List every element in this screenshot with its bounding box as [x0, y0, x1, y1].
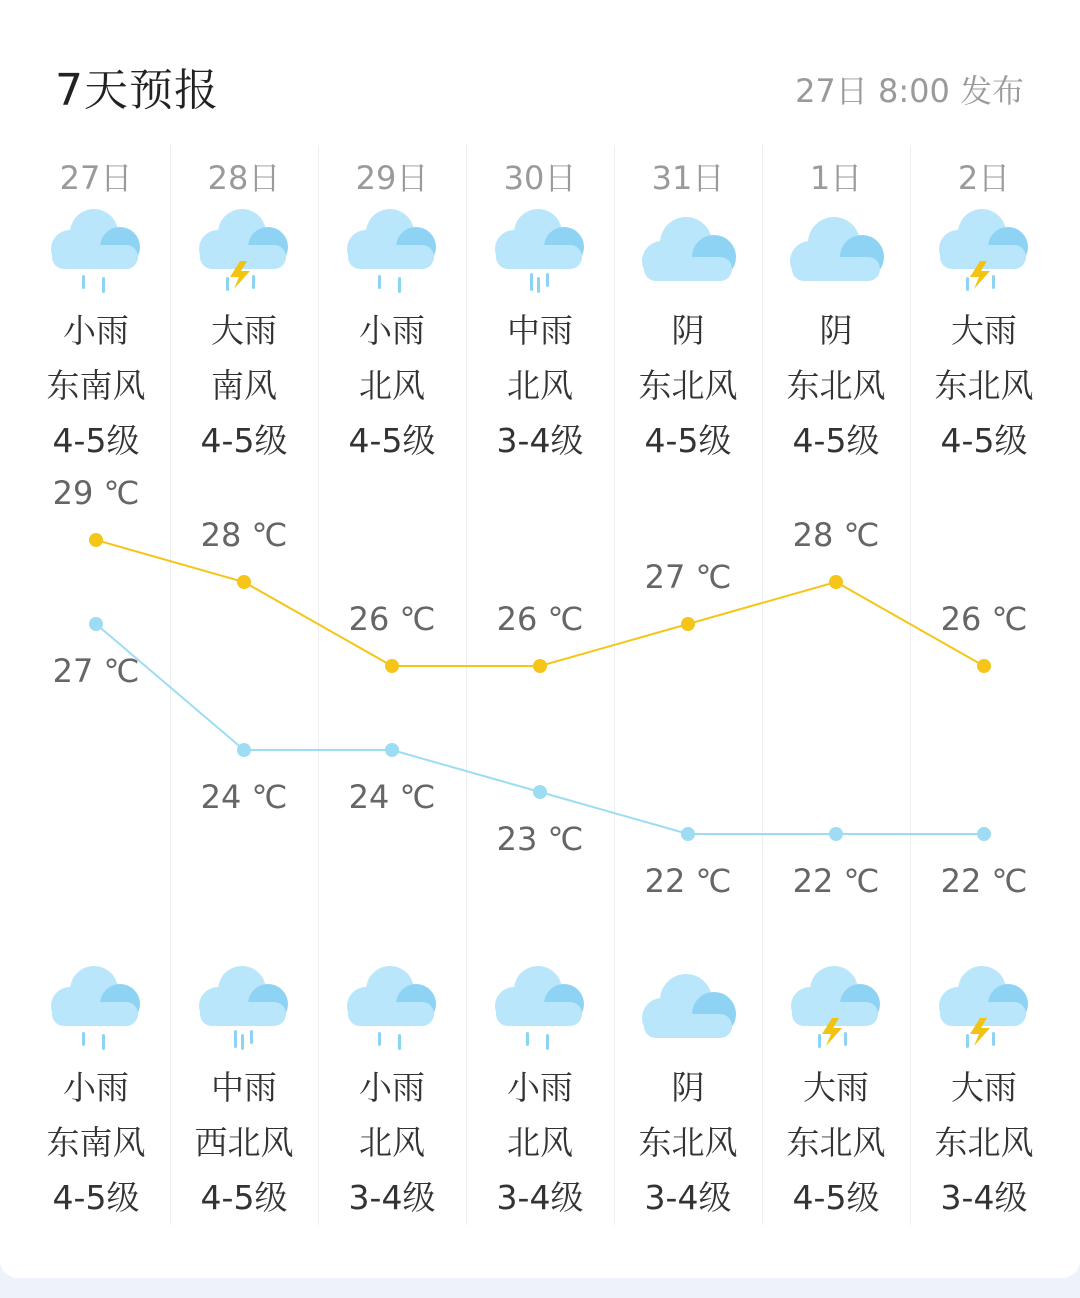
- low-temp-point: [385, 743, 399, 757]
- day-weather-text: 阴: [819, 311, 853, 350]
- night-weather-text: 小雨: [507, 1068, 573, 1107]
- day-date: 30日: [503, 159, 577, 197]
- low-temp-label: 23 ℃: [496, 820, 584, 858]
- day-wind-level: 3-4级: [496, 421, 584, 460]
- high-temp-point: [681, 617, 695, 631]
- high-temp-point: [977, 659, 991, 673]
- day-date: 29日: [355, 159, 429, 197]
- night-weather-text: 阴: [671, 1068, 705, 1107]
- low-temp-point: [681, 827, 695, 841]
- day-weather-text: 阴: [671, 311, 705, 350]
- night-weather-text: 中雨: [211, 1068, 277, 1107]
- day-wind-level: 4-5级: [348, 421, 436, 460]
- night-wind-level: 4-5级: [792, 1178, 880, 1217]
- night-weather-text: 小雨: [359, 1068, 425, 1107]
- day-wind-direction: 南风: [211, 366, 277, 405]
- high-temp-label: 26 ℃: [496, 600, 584, 638]
- day-date: 28日: [207, 159, 281, 197]
- night-wind-direction: 西北风: [194, 1123, 294, 1162]
- high-temp-point: [89, 533, 103, 547]
- day-wind-level: 4-5级: [644, 421, 732, 460]
- low-temp-label: 24 ℃: [200, 778, 288, 816]
- high-temp-label: 26 ℃: [940, 600, 1028, 638]
- night-weather-text: 小雨: [63, 1068, 129, 1107]
- high-temp-label: 27 ℃: [644, 558, 732, 596]
- low-temp-label: 22 ℃: [940, 862, 1028, 900]
- low-temp-point: [89, 617, 103, 631]
- low-temp-point: [829, 827, 843, 841]
- low-temp-label: 24 ℃: [348, 778, 436, 816]
- night-wind-level: 3-4级: [348, 1178, 436, 1217]
- day-wind-level: 4-5级: [200, 421, 288, 460]
- day-date: 31日: [651, 159, 725, 197]
- low-temp-label: 22 ℃: [792, 862, 880, 900]
- card-title: 7天预报: [55, 65, 219, 116]
- published-time: 27日 8:00 发布: [795, 72, 1024, 110]
- high-temp-point: [829, 575, 843, 589]
- night-wind-direction: 东南风: [46, 1123, 146, 1162]
- high-temp-label: 29 ℃: [52, 474, 140, 512]
- night-wind-direction: 北风: [359, 1123, 425, 1162]
- high-temp-label: 28 ℃: [200, 516, 288, 554]
- day-wind-direction: 东北风: [934, 366, 1034, 405]
- day-wind-level: 4-5级: [940, 421, 1028, 460]
- high-temp-label: 28 ℃: [792, 516, 880, 554]
- low-temp-point: [977, 827, 991, 841]
- night-wind-direction: 北风: [507, 1123, 573, 1162]
- day-weather-text: 小雨: [63, 311, 129, 350]
- day-wind-direction: 东北风: [786, 366, 886, 405]
- day-wind-direction: 东北风: [638, 366, 738, 405]
- day-wind-level: 4-5级: [792, 421, 880, 460]
- day-weather-text: 大雨: [951, 311, 1017, 350]
- day-weather-text: 中雨: [507, 311, 573, 350]
- day-date: 27日: [59, 159, 133, 197]
- day-wind-direction: 北风: [359, 366, 425, 405]
- high-temp-point: [237, 575, 251, 589]
- low-temp-label: 27 ℃: [52, 652, 140, 690]
- day-wind-direction: 北风: [507, 366, 573, 405]
- night-wind-direction: 东北风: [934, 1123, 1034, 1162]
- night-weather-text: 大雨: [803, 1068, 869, 1107]
- night-wind-level: 4-5级: [200, 1178, 288, 1217]
- day-weather-text: 大雨: [211, 311, 277, 350]
- day-wind-direction: 东南风: [46, 366, 146, 405]
- night-wind-level: 3-4级: [644, 1178, 732, 1217]
- day-wind-level: 4-5级: [52, 421, 140, 460]
- day-date: 1日: [809, 159, 863, 197]
- low-temp-label: 22 ℃: [644, 862, 732, 900]
- day-date: 2日: [957, 159, 1011, 197]
- low-temp-point: [533, 785, 547, 799]
- night-wind-level: 3-4级: [940, 1178, 1028, 1217]
- night-wind-level: 4-5级: [52, 1178, 140, 1217]
- day-weather-text: 小雨: [359, 311, 425, 350]
- night-weather-text: 大雨: [951, 1068, 1017, 1107]
- high-temp-label: 26 ℃: [348, 600, 436, 638]
- high-temp-point: [533, 659, 547, 673]
- night-wind-direction: 东北风: [786, 1123, 886, 1162]
- high-temp-point: [385, 659, 399, 673]
- night-wind-direction: 东北风: [638, 1123, 738, 1162]
- low-temp-point: [237, 743, 251, 757]
- night-wind-level: 3-4级: [496, 1178, 584, 1217]
